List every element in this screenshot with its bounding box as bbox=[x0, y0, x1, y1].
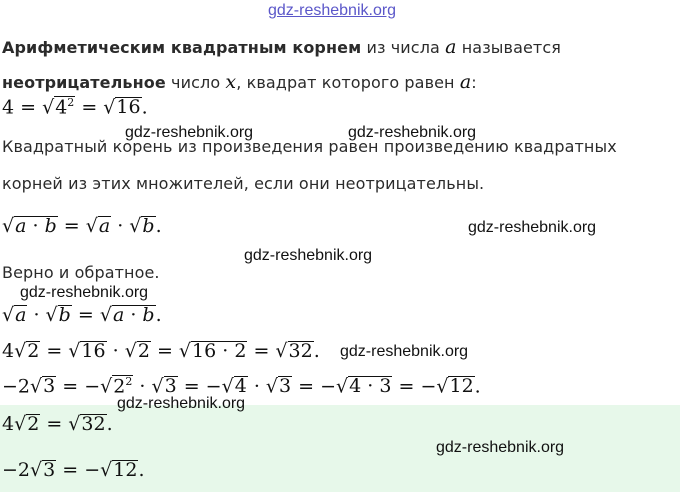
formula-product-rule: √a · b = √a · √b. bbox=[2, 215, 162, 237]
watermark: gdz-reshebnik.org bbox=[348, 124, 477, 141]
watermark: gdz-reshebnik.org bbox=[125, 124, 254, 141]
watermark: gdz-reshebnik.org bbox=[117, 395, 246, 412]
formula-example-1: $4 = √4^2 = √16$. bbox=[2, 96, 148, 119]
formula-converse: √a · √b = √a · b. bbox=[2, 304, 162, 326]
answer-1: 4√2 = √32. bbox=[2, 413, 113, 435]
watermark: gdz-reshebnik.org bbox=[20, 284, 149, 301]
definition-line-2: неотрицательное число x, квадрат которого равен a: bbox=[2, 71, 477, 93]
watermark: gdz-reshebnik.org bbox=[340, 343, 469, 360]
answer-2: −2√3 = −√12. bbox=[2, 459, 145, 481]
formula-solution-1: 4√2 = √16 · √2 = √16 · 2 = √32. bbox=[2, 340, 320, 362]
formula-solution-2: $-2√3 = -√2^2 \cdot √3 = -√4 \cdot √3 = -√4 \cdot 3 = -√12$. bbox=[2, 375, 481, 398]
definition-line-1: Арифметическим квадратным корнем из числа a называется bbox=[2, 36, 561, 58]
product-rule-line-2: корней из этих множителей, если они неотрицательны. bbox=[2, 174, 485, 193]
product-rule-line-1: Квадратный корень из произведения равен произведению квадратных bbox=[2, 137, 617, 156]
converse-note: Верно и обратное. bbox=[2, 263, 160, 282]
watermark: gdz-reshebnik.org bbox=[436, 439, 565, 456]
watermark: gdz-reshebnik.org bbox=[244, 247, 373, 264]
watermark: gdz-reshebnik.org bbox=[468, 219, 597, 236]
watermark-top[interactable]: gdz-reshebnik.org bbox=[268, 2, 397, 19]
